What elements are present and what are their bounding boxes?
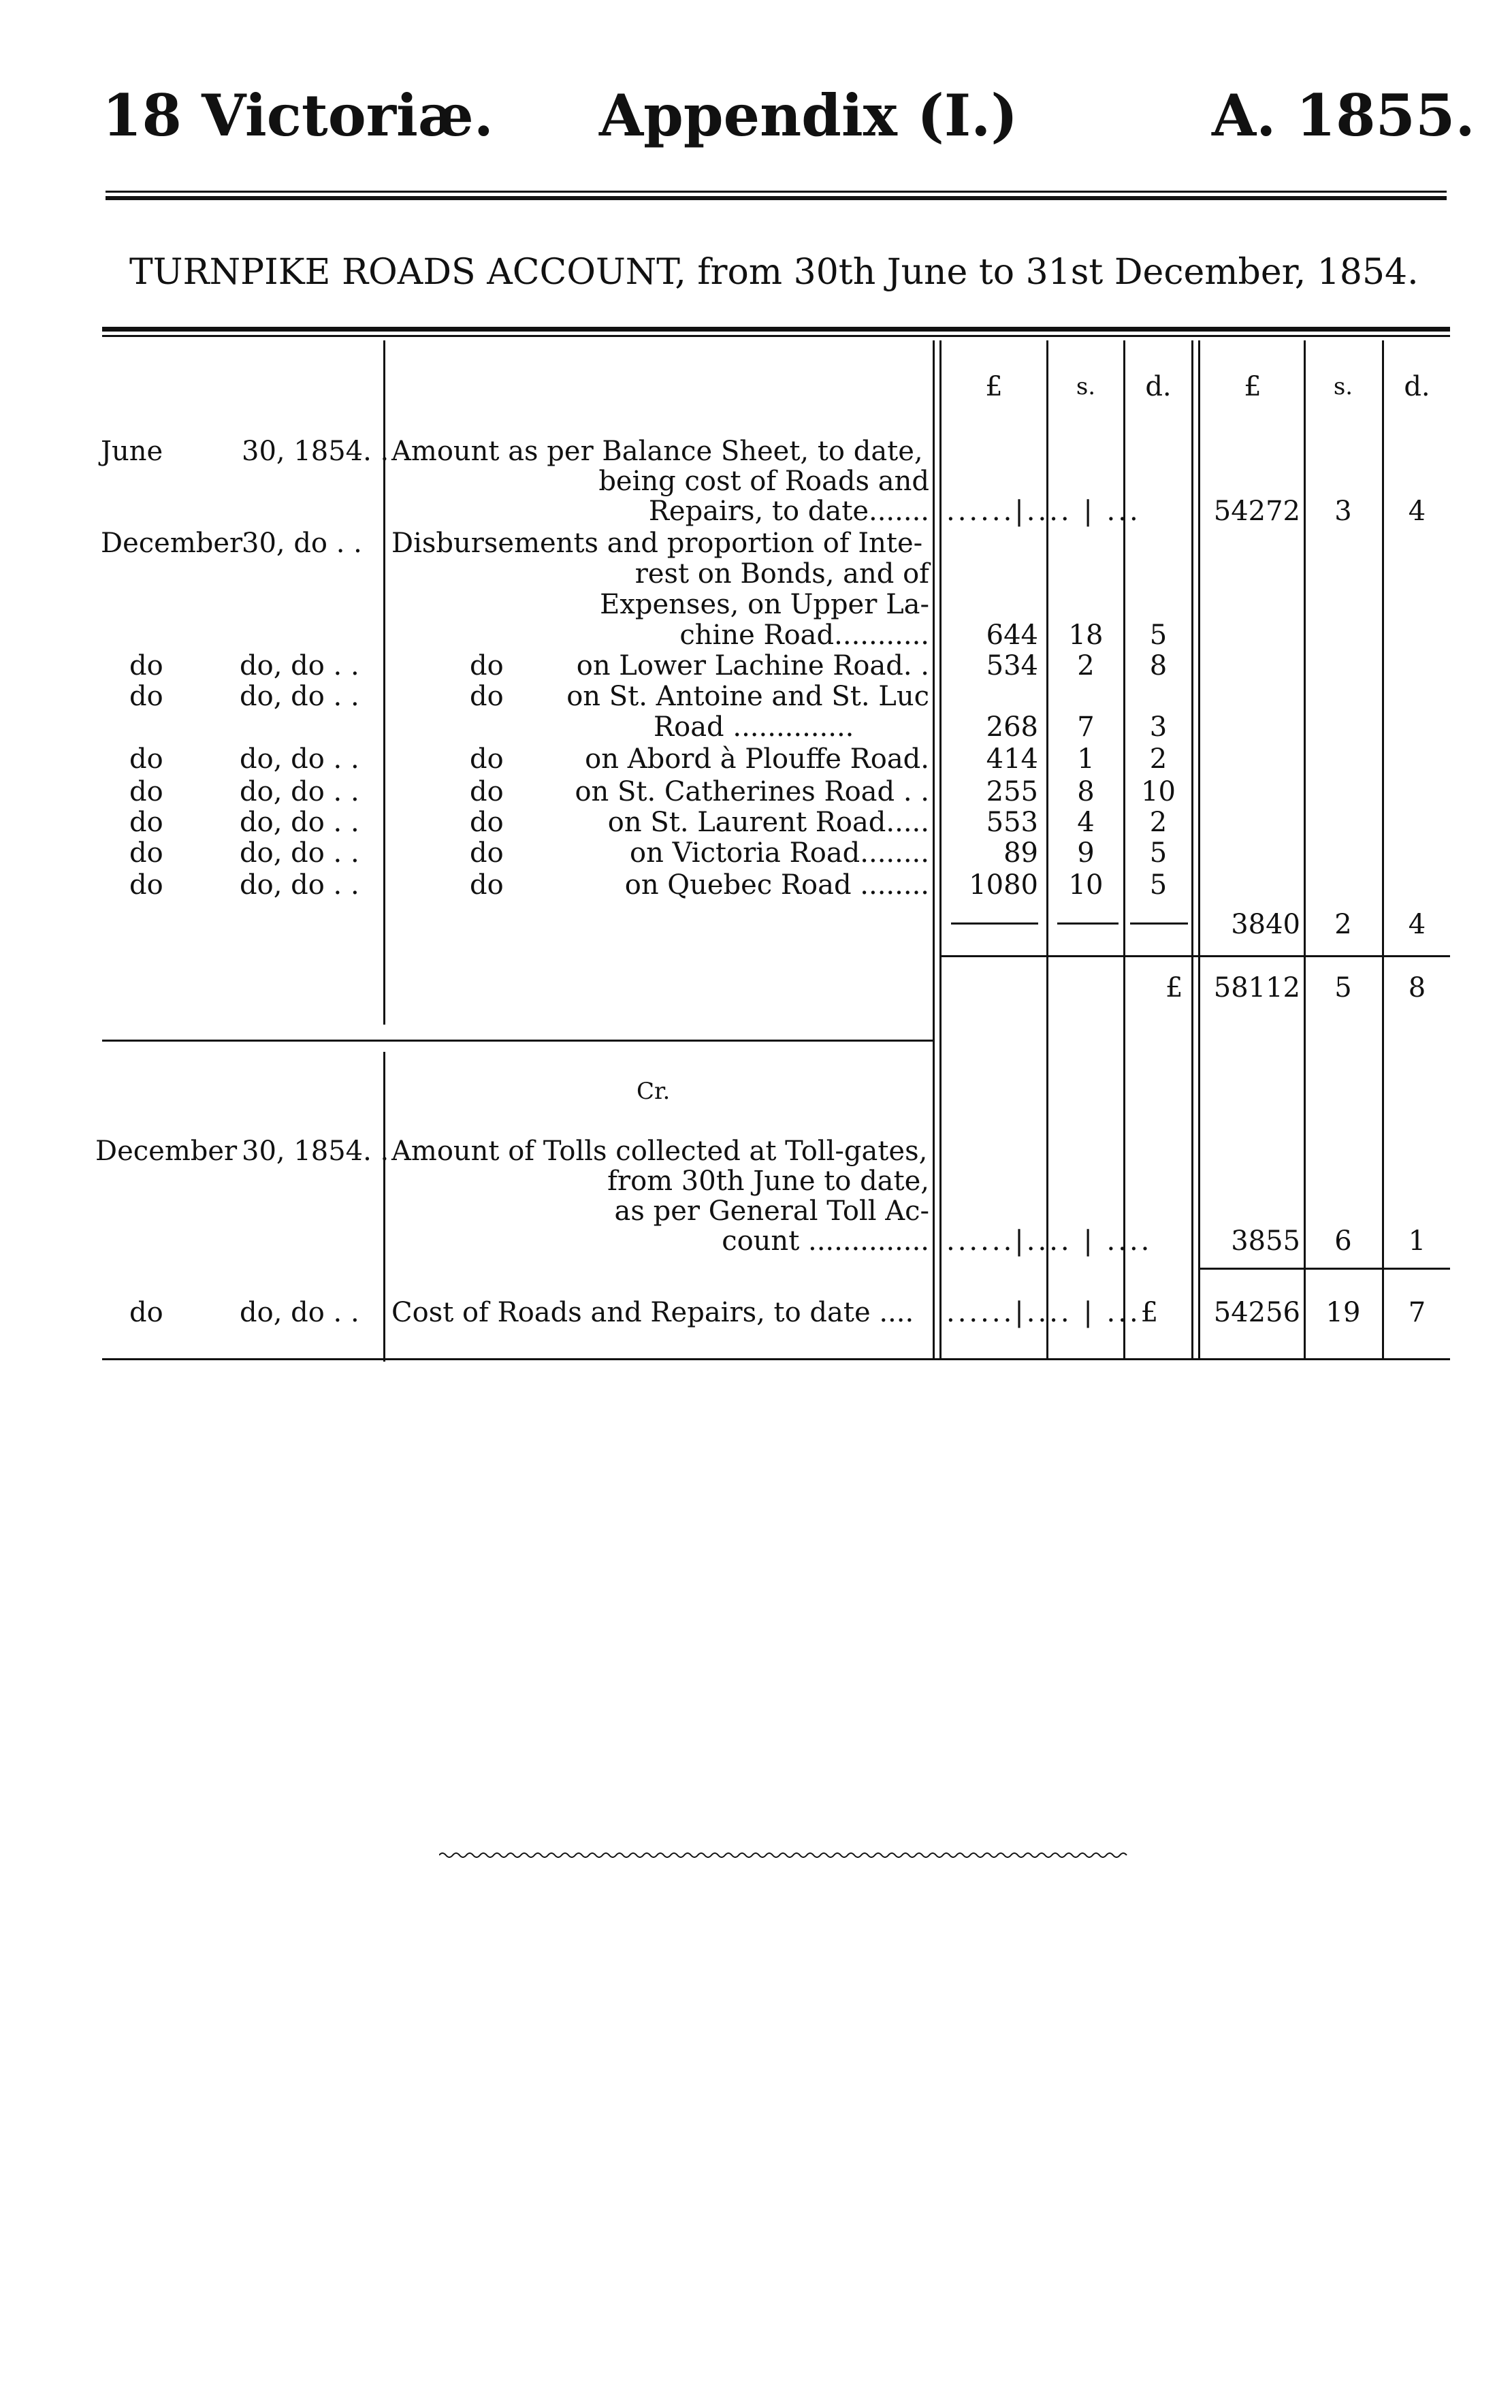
row9-shillings: 10 [1068,869,1104,901]
row5-ditto: do [470,743,504,775]
running-head-center: Appendix (I.) [599,82,1018,149]
row4-shillings: 7 [1077,711,1095,743]
row1-desc-line2: being cost of Roads and [598,466,929,497]
row6-pounds: 255 [986,776,1038,807]
subtotal-rule-shillings [1057,922,1119,925]
page-title: TURNPIKE ROADS ACCOUNT, from 30th June to 31st December, 1854. [129,252,1419,293]
cr-row2-desc: Cost of Roads and Repairs, to date .... [391,1297,914,1328]
row6-day: do, do . . [240,776,359,807]
row6-pence: 10 [1141,776,1176,807]
row8-month: do [129,837,163,869]
row7-ditto: do [470,807,504,838]
subtotal-pounds: 3840 [1231,909,1300,940]
row5-road: on Abord à Plouffe Road. [585,743,929,775]
cr-row2-month: do [129,1297,163,1328]
row1-desc-line1: Amount as per Balance Sheet, to date, [391,436,923,467]
row4-month: do [129,681,163,712]
row6-ditto: do [470,776,504,807]
cr-row1-total-shillings: 6 [1334,1225,1352,1257]
row1-month: June [101,436,163,467]
cr-row1-month: December [95,1136,238,1167]
row5-month: do [129,743,163,775]
cr-row1-total-pounds: 3855 [1231,1225,1300,1257]
cr-row2-total-pence: 7 [1408,1297,1426,1328]
row1-total-pounds: 54272 [1213,496,1300,527]
subtotal-shillings: 2 [1334,909,1352,940]
header-rule-bottom [106,196,1447,200]
row2-month: December [101,528,243,559]
cr-row1-total-pence: 1 [1408,1225,1426,1257]
cr-row1-desc-line1: Amount of Tolls collected at Toll-gates, [391,1136,928,1167]
cr-row2-total-pounds: 54256 [1213,1297,1300,1328]
row8-pence: 5 [1149,837,1168,869]
row4-pence: 3 [1149,711,1168,743]
row4-pounds: 268 [986,711,1038,743]
subtotal-rule-pence [1130,922,1188,925]
row7-day: do, do . . [240,807,359,838]
row7-road: on St. Laurent Road..... [607,807,929,838]
row8-day: do, do . . [240,837,359,869]
header-total-pounds: £ [1244,371,1261,402]
row3-pounds: 534 [986,650,1038,681]
row9-day: do, do . . [240,869,359,901]
wavy-divider [439,1848,1133,1862]
row3-ditto: do [470,650,504,681]
total-pounds: 58112 [1213,972,1300,1004]
total-pound-sign: £ [1165,972,1183,1004]
header-pence: d. [1145,371,1172,402]
row3-road: on Lower Lachine Road. . [576,650,929,681]
row8-road: on Victoria Road........ [630,837,929,869]
total-pence: 8 [1408,972,1426,1004]
row8-shillings: 9 [1077,837,1095,869]
total-rule [939,955,1450,957]
cr-row1-day: 30, 1854. . [242,1136,389,1167]
cr-row1-desc-line2: from 30th June to date, [607,1166,929,1197]
row4-day: do, do . . [240,681,359,712]
row8-ditto: do [470,837,504,869]
row1-leader-dots: ......|.... | ... [946,496,1141,527]
row9-ditto: do [470,869,504,901]
subtotal-rule-pounds [951,922,1038,925]
desc-column-divider-2 [939,340,942,1358]
row1-total-pence: 4 [1408,496,1426,527]
row3-shillings: 2 [1077,650,1095,681]
row4-road: on St. Antoine and St. Luc [566,681,929,712]
row9-road: on Quebec Road ........ [624,869,929,901]
desc-column-divider [933,340,935,1358]
pence-column-divider-2 [1198,340,1200,1358]
row4-road-line2: Road .............. [654,711,854,743]
row2-shillings: 18 [1068,620,1104,651]
row2-pence: 5 [1149,620,1168,651]
row5-shillings: 1 [1077,743,1095,775]
row6-shillings: 8 [1077,776,1095,807]
row2-day: 30, do . . [242,528,362,559]
row2-desc-line2: rest on Bonds, and of [634,558,929,590]
row3-month: do [129,650,163,681]
header-total-shillings: s. [1333,373,1353,400]
row9-pounds: 1080 [969,869,1038,901]
header-total-pence: d. [1404,371,1430,402]
running-head-right: A. 1855. [1212,82,1475,149]
total-pounds-divider [1304,340,1306,1358]
row6-road: on St. Catherines Road . . [575,776,929,807]
total-shillings-divider [1382,340,1384,1358]
header-shillings: s. [1076,373,1096,400]
cr-row2-day: do, do . . [240,1297,359,1328]
running-head-left: 18 Victoriæ. [102,82,494,149]
row5-day: do, do . . [240,743,359,775]
cr-row1-desc-line3: as per General Toll Ac- [614,1195,929,1227]
row1-desc-line3: Repairs, to date....... [648,496,929,527]
row8-pounds: 89 [1003,837,1038,869]
pence-column-divider [1191,340,1193,1358]
row7-shillings: 4 [1077,807,1095,838]
cr-row1-leader-dots: ......|.... | .... [946,1225,1153,1257]
row6-month: do [129,776,163,807]
total-shillings: 5 [1334,972,1352,1004]
table-top-rule-thin [102,335,1450,337]
table-bottom-rule [102,1358,1450,1360]
row9-pence: 5 [1149,869,1168,901]
row2-desc-line3: Expenses, on Upper La- [600,589,929,620]
cr-row2-total-shillings: 19 [1325,1297,1361,1328]
header-pounds: £ [985,371,1003,402]
cr-label: Cr. [637,1078,671,1105]
cr-section-rule [102,1040,933,1042]
row2-desc-line1: Disbursements and proportion of Inte- [391,528,923,559]
row1-total-shillings: 3 [1334,496,1352,527]
row7-pounds: 553 [986,807,1038,838]
row7-pence: 2 [1149,807,1168,838]
subtotal-pence: 4 [1408,909,1426,940]
row2-pounds: 644 [986,620,1038,651]
row3-day: do, do . . [240,650,359,681]
row1-day: 30, 1854. . [242,436,389,467]
row3-pence: 8 [1149,650,1168,681]
row2-desc-line4: chine Road........... [679,620,929,651]
header-rule-top [106,191,1447,193]
cr-rule [1198,1268,1450,1270]
row4-ditto: do [470,681,504,712]
row7-month: do [129,807,163,838]
row9-month: do [129,869,163,901]
row5-pounds: 414 [986,743,1038,775]
table-top-rule [102,327,1450,332]
cr-row2-leader-dots: ......|.... | ...£ [946,1297,1161,1328]
row5-pence: 2 [1149,743,1168,775]
cr-row1-desc-line4: count .............. [722,1225,929,1257]
date-column-divider-cr [383,1052,385,1362]
